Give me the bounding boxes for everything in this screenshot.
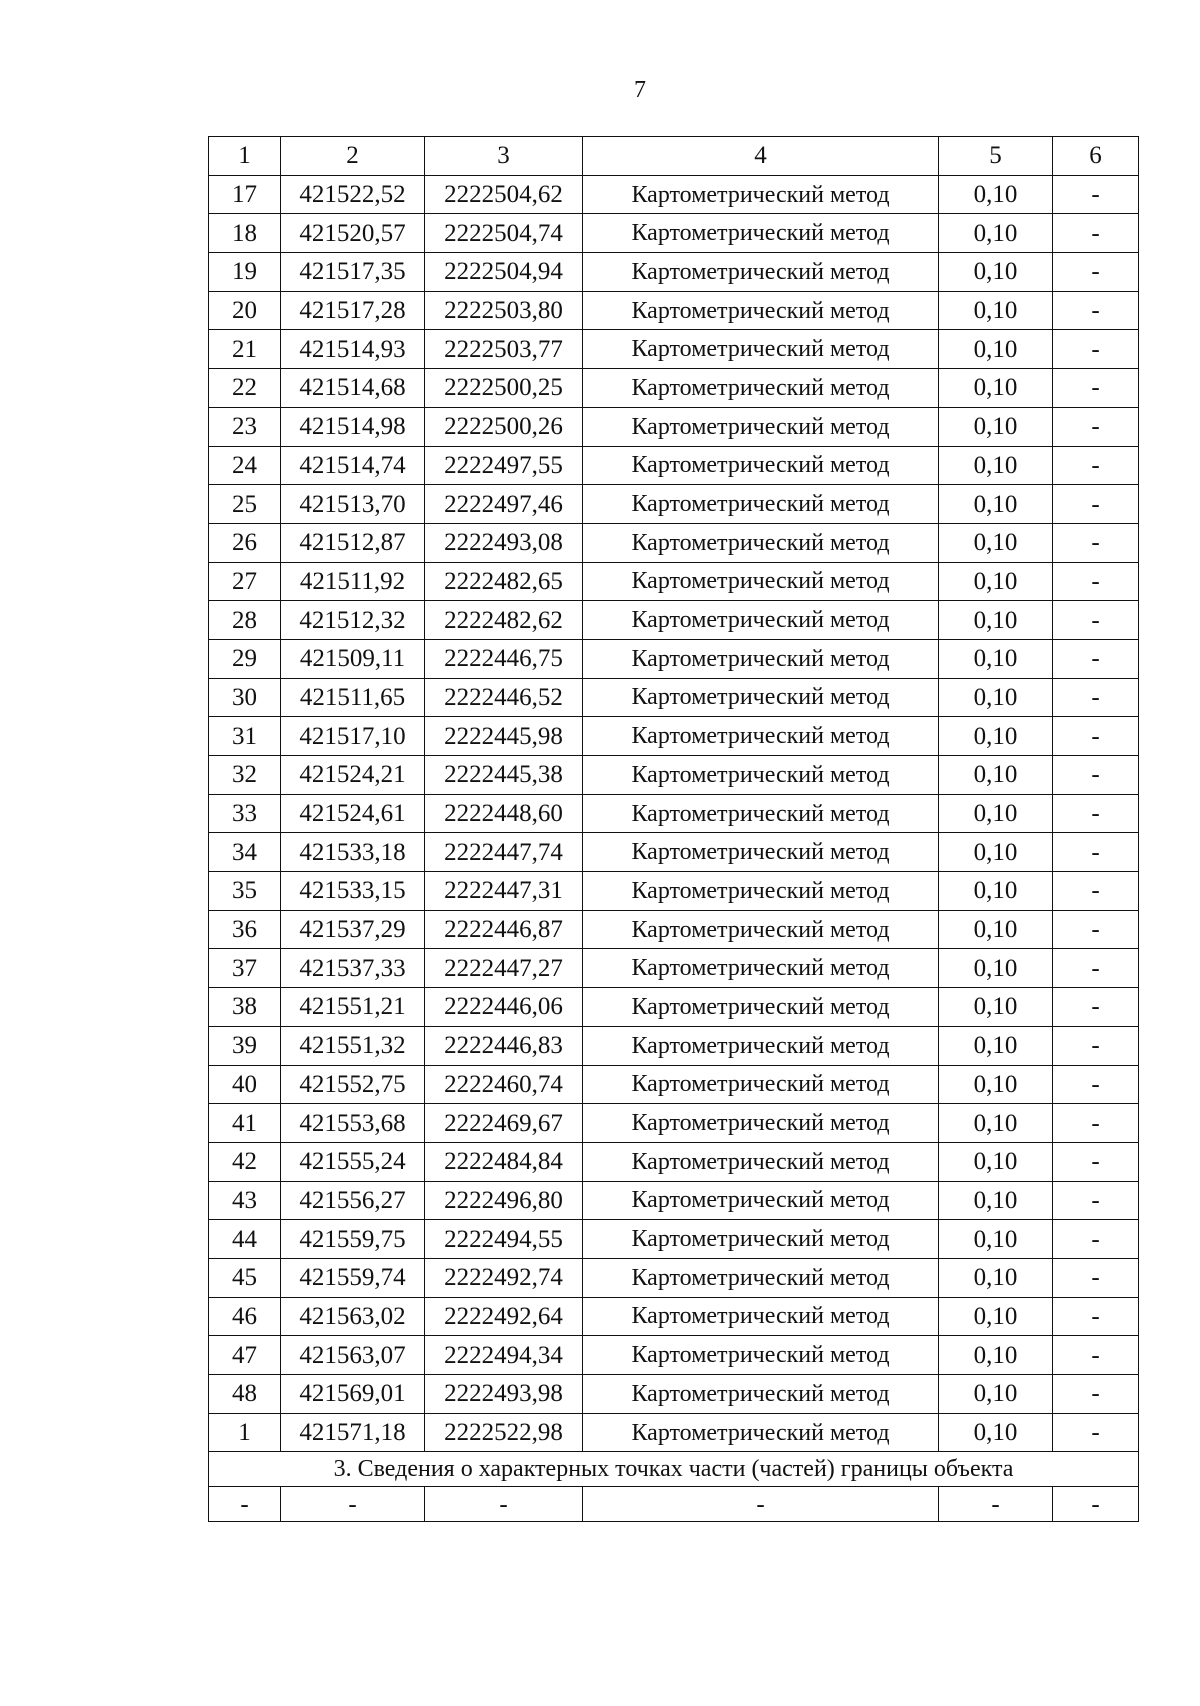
table-cell: - (1053, 446, 1139, 485)
table-row (209, 369, 1139, 408)
table-cell: 421552,75 (281, 1065, 425, 1104)
table-cell: 2222446,52 (425, 678, 583, 717)
table-cell: 0,10 (939, 1026, 1053, 1065)
table-cell: 48 (209, 1375, 281, 1414)
table-cell: 0,10 (939, 872, 1053, 911)
table-row (209, 253, 1139, 292)
table-cell: 39 (209, 1026, 281, 1065)
table-cell: 421524,21 (281, 756, 425, 795)
table-cell: 421512,87 (281, 523, 425, 562)
table-cell: 26 (209, 523, 281, 562)
table-row (209, 949, 1139, 988)
table-row (209, 1413, 1139, 1452)
table-cell: 2222460,74 (425, 1065, 583, 1104)
table-cell: 0,10 (939, 1142, 1053, 1181)
table-cell: Картометрический метод (583, 1142, 939, 1181)
table-cell: 35 (209, 872, 281, 911)
table-cell: 2222503,80 (425, 291, 583, 330)
table-cell: 30 (209, 678, 281, 717)
table-cell: 43 (209, 1181, 281, 1220)
table-row (209, 872, 1139, 911)
table-cell: 2222446,87 (425, 910, 583, 949)
table-cell: 421511,65 (281, 678, 425, 717)
table-row (209, 717, 1139, 756)
table-cell: 21 (209, 330, 281, 369)
table-cell: 0,10 (939, 291, 1053, 330)
section-title-row (209, 1452, 1139, 1487)
table-cell: - (1053, 1142, 1139, 1181)
table-cell: Картометрический метод (583, 253, 939, 292)
table-cell: 0,10 (939, 833, 1053, 872)
table-cell: 0,10 (939, 407, 1053, 446)
table-cell: 18 (209, 214, 281, 253)
table-cell: 421524,61 (281, 794, 425, 833)
table-cell: - (425, 1487, 583, 1522)
table-cell: - (1053, 1258, 1139, 1297)
table-cell: 0,10 (939, 1375, 1053, 1414)
table-cell: 421571,18 (281, 1413, 425, 1452)
table-row (209, 1220, 1139, 1259)
table-cell: 0,10 (939, 756, 1053, 795)
table-row (209, 1297, 1139, 1336)
table-cell: 0,10 (939, 175, 1053, 214)
table-cell: 2222493,98 (425, 1375, 583, 1414)
column-header: 6 (1053, 137, 1139, 176)
page-number: 7 (634, 77, 646, 103)
table-cell: 38 (209, 988, 281, 1027)
table-cell: 2222497,46 (425, 485, 583, 524)
table-cell: Картометрический метод (583, 1220, 939, 1259)
table-row (209, 214, 1139, 253)
table-cell: - (1053, 562, 1139, 601)
table-cell: 421537,29 (281, 910, 425, 949)
table-cell: Картометрический метод (583, 717, 939, 756)
table-cell: 2222492,74 (425, 1258, 583, 1297)
table-cell: - (1053, 291, 1139, 330)
table-cell: Картометрический метод (583, 756, 939, 795)
table-row (209, 1026, 1139, 1065)
table-cell: 421517,28 (281, 291, 425, 330)
table-cell: Картометрический метод (583, 601, 939, 640)
table-cell: 421509,11 (281, 639, 425, 678)
table-cell: 1 (209, 1413, 281, 1452)
table-cell: 0,10 (939, 1336, 1053, 1375)
table-cell: - (1053, 910, 1139, 949)
table-cell: 421522,52 (281, 175, 425, 214)
table-cell: - (1053, 794, 1139, 833)
table-cell: 0,10 (939, 949, 1053, 988)
table-row (209, 485, 1139, 524)
table-cell: 2222484,84 (425, 1142, 583, 1181)
table-row (209, 1104, 1139, 1143)
table-cell: 2222447,74 (425, 833, 583, 872)
table-row (209, 601, 1139, 640)
column-header: 5 (939, 137, 1053, 176)
table-cell: 2222482,62 (425, 601, 583, 640)
table-cell: 0,10 (939, 1181, 1053, 1220)
table-cell: 421512,32 (281, 601, 425, 640)
table-cell: Картометрический метод (583, 1104, 939, 1143)
empty-data-row (209, 1487, 1139, 1522)
table-cell: 23 (209, 407, 281, 446)
table-cell: - (1053, 1104, 1139, 1143)
table-cell: 421551,21 (281, 988, 425, 1027)
table-cell: 2222504,62 (425, 175, 583, 214)
table-cell: - (1053, 1336, 1139, 1375)
table-cell: 421520,57 (281, 214, 425, 253)
table-cell: - (1053, 485, 1139, 524)
table-cell: 2222447,31 (425, 872, 583, 911)
table-cell: 24 (209, 446, 281, 485)
table-cell: 421511,92 (281, 562, 425, 601)
table-row (209, 794, 1139, 833)
table-cell: 2222446,83 (425, 1026, 583, 1065)
table-cell: 2222469,67 (425, 1104, 583, 1143)
table-cell: 0,10 (939, 1297, 1053, 1336)
table-cell: 47 (209, 1336, 281, 1375)
table-cell: 28 (209, 601, 281, 640)
table-cell: Картометрический метод (583, 794, 939, 833)
table-row (209, 639, 1139, 678)
table-cell: 2222500,26 (425, 407, 583, 446)
table-row (209, 1258, 1139, 1297)
table-cell: 421553,68 (281, 1104, 425, 1143)
table-cell: 17 (209, 175, 281, 214)
table-cell: 0,10 (939, 1104, 1053, 1143)
table-cell: 42 (209, 1142, 281, 1181)
table-cell: 0,10 (939, 601, 1053, 640)
table-cell: Картометрический метод (583, 369, 939, 408)
table-cell: 421559,74 (281, 1258, 425, 1297)
table-cell: 2222493,08 (425, 523, 583, 562)
table-header-row (209, 137, 1139, 176)
table-cell: - (1053, 1413, 1139, 1452)
table-cell: 0,10 (939, 910, 1053, 949)
column-header: 3 (425, 137, 583, 176)
table-cell: 0,10 (939, 369, 1053, 408)
table-cell: 45 (209, 1258, 281, 1297)
table-cell: 22 (209, 369, 281, 408)
column-header: 2 (281, 137, 425, 176)
table-cell: 0,10 (939, 1065, 1053, 1104)
table-cell: - (1053, 872, 1139, 911)
table-cell: - (1053, 330, 1139, 369)
table-cell: 0,10 (939, 1258, 1053, 1297)
table-cell: - (1053, 601, 1139, 640)
table-cell: 2222482,65 (425, 562, 583, 601)
table-cell: 0,10 (939, 253, 1053, 292)
table-cell: 421517,35 (281, 253, 425, 292)
table-cell: 2222503,77 (425, 330, 583, 369)
table-row (209, 988, 1139, 1027)
table-cell: - (1053, 1487, 1139, 1522)
table-cell: Картометрический метод (583, 407, 939, 446)
table-cell: Картометрический метод (583, 1258, 939, 1297)
table-cell: - (1053, 175, 1139, 214)
table-cell: Картометрический метод (583, 678, 939, 717)
table-cell: - (1053, 369, 1139, 408)
table-cell: 0,10 (939, 988, 1053, 1027)
table-cell: Картометрический метод (583, 1413, 939, 1452)
table-cell: 2222446,06 (425, 988, 583, 1027)
table-cell: 44 (209, 1220, 281, 1259)
table-row (209, 330, 1139, 369)
table-cell: 421551,32 (281, 1026, 425, 1065)
table-cell: 37 (209, 949, 281, 988)
table-cell: - (1053, 1026, 1139, 1065)
table-cell: 421533,18 (281, 833, 425, 872)
table-cell: 2222448,60 (425, 794, 583, 833)
table-cell: 27 (209, 562, 281, 601)
table-cell: 2222494,34 (425, 1336, 583, 1375)
table-cell: 25 (209, 485, 281, 524)
table-cell: 2222492,64 (425, 1297, 583, 1336)
table-cell: - (1053, 717, 1139, 756)
table-row (209, 291, 1139, 330)
table-row (209, 1142, 1139, 1181)
table-cell: Картометрический метод (583, 330, 939, 369)
table-cell: Картометрический метод (583, 1297, 939, 1336)
table-cell: 2222445,38 (425, 756, 583, 795)
table-cell: 421556,27 (281, 1181, 425, 1220)
table-cell: 421559,75 (281, 1220, 425, 1259)
table-cell: 0,10 (939, 717, 1053, 756)
table-row (209, 1336, 1139, 1375)
table-cell: 41 (209, 1104, 281, 1143)
table-row (209, 1065, 1139, 1104)
table-cell: 0,10 (939, 678, 1053, 717)
table-cell: 33 (209, 794, 281, 833)
table-cell: - (939, 1487, 1053, 1522)
table-cell: 2222496,80 (425, 1181, 583, 1220)
table-cell: 0,10 (939, 446, 1053, 485)
table-cell: Картометрический метод (583, 1375, 939, 1414)
table-cell: 2222504,74 (425, 214, 583, 253)
table-cell: 2222504,94 (425, 253, 583, 292)
table-cell: - (1053, 214, 1139, 253)
table-cell: 46 (209, 1297, 281, 1336)
table-cell: - (1053, 1375, 1139, 1414)
table-cell: 2222447,27 (425, 949, 583, 988)
table-cell: Картометрический метод (583, 1336, 939, 1375)
table-cell: 2222500,25 (425, 369, 583, 408)
table-row (209, 678, 1139, 717)
table-cell: Картометрический метод (583, 291, 939, 330)
table-cell: Картометрический метод (583, 988, 939, 1027)
table-cell: - (1053, 1065, 1139, 1104)
table-cell: Картометрический метод (583, 175, 939, 214)
table-row (209, 833, 1139, 872)
table-cell: 421514,93 (281, 330, 425, 369)
coordinates-table (208, 136, 1139, 1522)
table-cell: 32 (209, 756, 281, 795)
table-cell: 34 (209, 833, 281, 872)
table-cell: - (1053, 639, 1139, 678)
table-cell: 421569,01 (281, 1375, 425, 1414)
column-header: 4 (583, 137, 939, 176)
table-cell: - (1053, 1181, 1139, 1220)
table-cell: 0,10 (939, 523, 1053, 562)
table-cell: 421514,68 (281, 369, 425, 408)
table-cell: Картометрический метод (583, 910, 939, 949)
table-cell: 421555,24 (281, 1142, 425, 1181)
table-cell: 421513,70 (281, 485, 425, 524)
table-cell: 0,10 (939, 214, 1053, 253)
table-cell: 2222522,98 (425, 1413, 583, 1452)
table-cell: 0,10 (939, 330, 1053, 369)
table-cell: 2222494,55 (425, 1220, 583, 1259)
table-cell: 421533,15 (281, 872, 425, 911)
table-cell: - (583, 1487, 939, 1522)
table-cell: 0,10 (939, 1413, 1053, 1452)
table-row (209, 562, 1139, 601)
section-title: 3. Сведения о характерных точках части (частей) границы объекта (209, 1452, 1139, 1487)
table-cell: 421514,74 (281, 446, 425, 485)
table-cell: - (281, 1487, 425, 1522)
table-cell: 421563,07 (281, 1336, 425, 1375)
table-cell: 31 (209, 717, 281, 756)
table-row (209, 175, 1139, 214)
table-cell: Картометрический метод (583, 523, 939, 562)
table-cell: 36 (209, 910, 281, 949)
table-cell: 421537,33 (281, 949, 425, 988)
table-cell: Картометрический метод (583, 485, 939, 524)
table-cell: - (209, 1487, 281, 1522)
table-cell: - (1053, 253, 1139, 292)
table-row (209, 523, 1139, 562)
table-cell: - (1053, 949, 1139, 988)
table-cell: Картометрический метод (583, 833, 939, 872)
table-cell: 0,10 (939, 1220, 1053, 1259)
table-cell: - (1053, 988, 1139, 1027)
table-cell: - (1053, 407, 1139, 446)
table-row (209, 1181, 1139, 1220)
table-cell: 0,10 (939, 639, 1053, 678)
table-cell: 2222445,98 (425, 717, 583, 756)
table-cell: 29 (209, 639, 281, 678)
table-cell: - (1053, 1297, 1139, 1336)
table-cell: - (1053, 833, 1139, 872)
table-cell: 421563,02 (281, 1297, 425, 1336)
table-row (209, 910, 1139, 949)
table-cell: - (1053, 756, 1139, 795)
table-cell: Картометрический метод (583, 639, 939, 678)
table-cell: 421517,10 (281, 717, 425, 756)
table-cell: 421514,98 (281, 407, 425, 446)
table-cell: 40 (209, 1065, 281, 1104)
table-cell: 0,10 (939, 485, 1053, 524)
table-cell: 2222497,55 (425, 446, 583, 485)
table-cell: Картометрический метод (583, 1181, 939, 1220)
table-cell: Картометрический метод (583, 949, 939, 988)
table-cell: 20 (209, 291, 281, 330)
table-cell: 0,10 (939, 794, 1053, 833)
table-cell: 2222446,75 (425, 639, 583, 678)
table-cell: 0,10 (939, 562, 1053, 601)
table-cell: Картометрический метод (583, 1065, 939, 1104)
table-cell: - (1053, 678, 1139, 717)
table-cell: - (1053, 523, 1139, 562)
table-row (209, 1375, 1139, 1414)
table-cell: Картометрический метод (583, 562, 939, 601)
table-row (209, 407, 1139, 446)
table-cell: Картометрический метод (583, 872, 939, 911)
table-cell: 19 (209, 253, 281, 292)
table-cell: Картометрический метод (583, 1026, 939, 1065)
column-header: 1 (209, 137, 281, 176)
table-cell: Картометрический метод (583, 446, 939, 485)
table-cell: Картометрический метод (583, 214, 939, 253)
table-cell: - (1053, 1220, 1139, 1259)
table-row (209, 446, 1139, 485)
table-row (209, 756, 1139, 795)
